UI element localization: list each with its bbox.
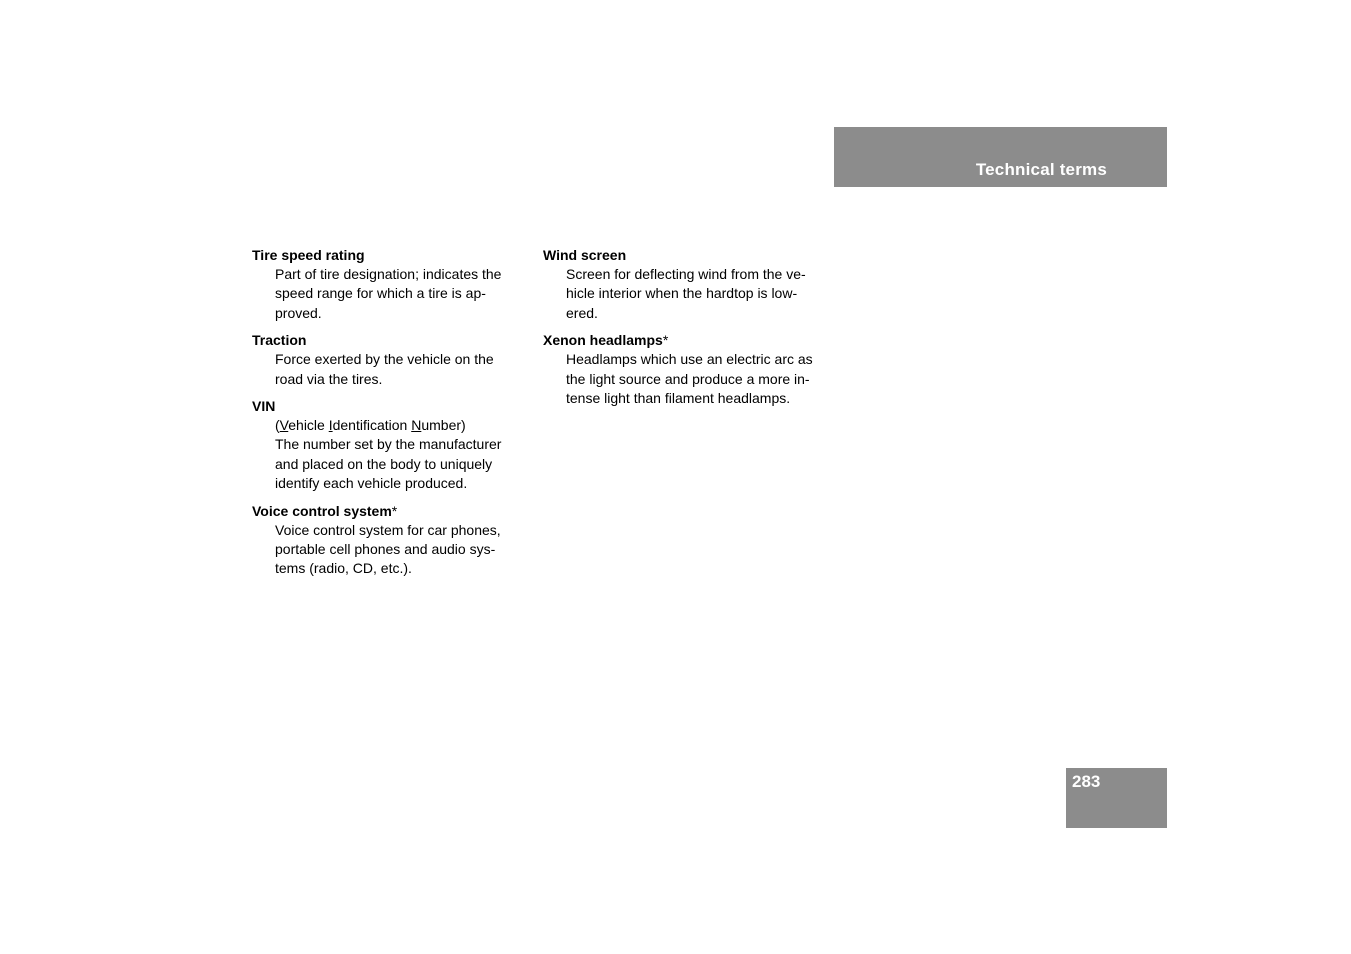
glossary-entry-voice-control-system <box>252 502 532 579</box>
right-column <box>543 246 823 416</box>
left-column <box>252 246 532 587</box>
glossary-definition: Headlamps which use an electric arc as the light source and produce a more in- tense light than filament headlamps. <box>566 351 813 407</box>
vin-expansion: (Vehicle Identification Number) <box>275 417 466 434</box>
glossary-definition: Force exerted by the vehicle on the road via the tires. <box>275 351 494 387</box>
page-number-tab <box>1066 768 1167 828</box>
page-number: 283 <box>1072 772 1101 791</box>
glossary-term: Tire speed rating <box>252 247 365 263</box>
glossary-term: Wind screen <box>543 247 627 263</box>
optional-equipment-asterisk: * <box>662 332 669 349</box>
glossary-entry-vin <box>252 397 532 494</box>
section-header-tab <box>834 127 1167 187</box>
glossary-definition: (Vehicle Identification Number) The number set by the manufacturer and placed on the body to uniquely identify each vehicle produced. <box>252 416 532 494</box>
optional-equipment-asterisk: * <box>391 502 398 519</box>
glossary-term: VIN <box>252 398 276 415</box>
glossary-term: Xenon headlamps* <box>543 332 669 349</box>
glossary-entry-xenon-headlamps <box>543 331 823 408</box>
glossary-definition: Voice control system for car phones, portable cell phones and audio sys- tems (radio, CD, etc.). <box>275 521 501 577</box>
glossary-entry-traction <box>252 331 532 389</box>
glossary-term: Traction <box>252 332 307 349</box>
glossary-term: Voice control system* <box>252 502 398 519</box>
glossary-entry-tire-speed-rating <box>252 246 532 323</box>
glossary-entry-wind-screen <box>543 246 823 323</box>
glossary-definition: Part of tire designation; indicates the speed range for which a tire is ap- proved. <box>275 266 502 321</box>
glossary-definition: Screen for deflecting wind from the ve- hicle interior when the hardtop is low- ered. <box>566 266 806 321</box>
section-title: Technical terms <box>975 160 1107 179</box>
